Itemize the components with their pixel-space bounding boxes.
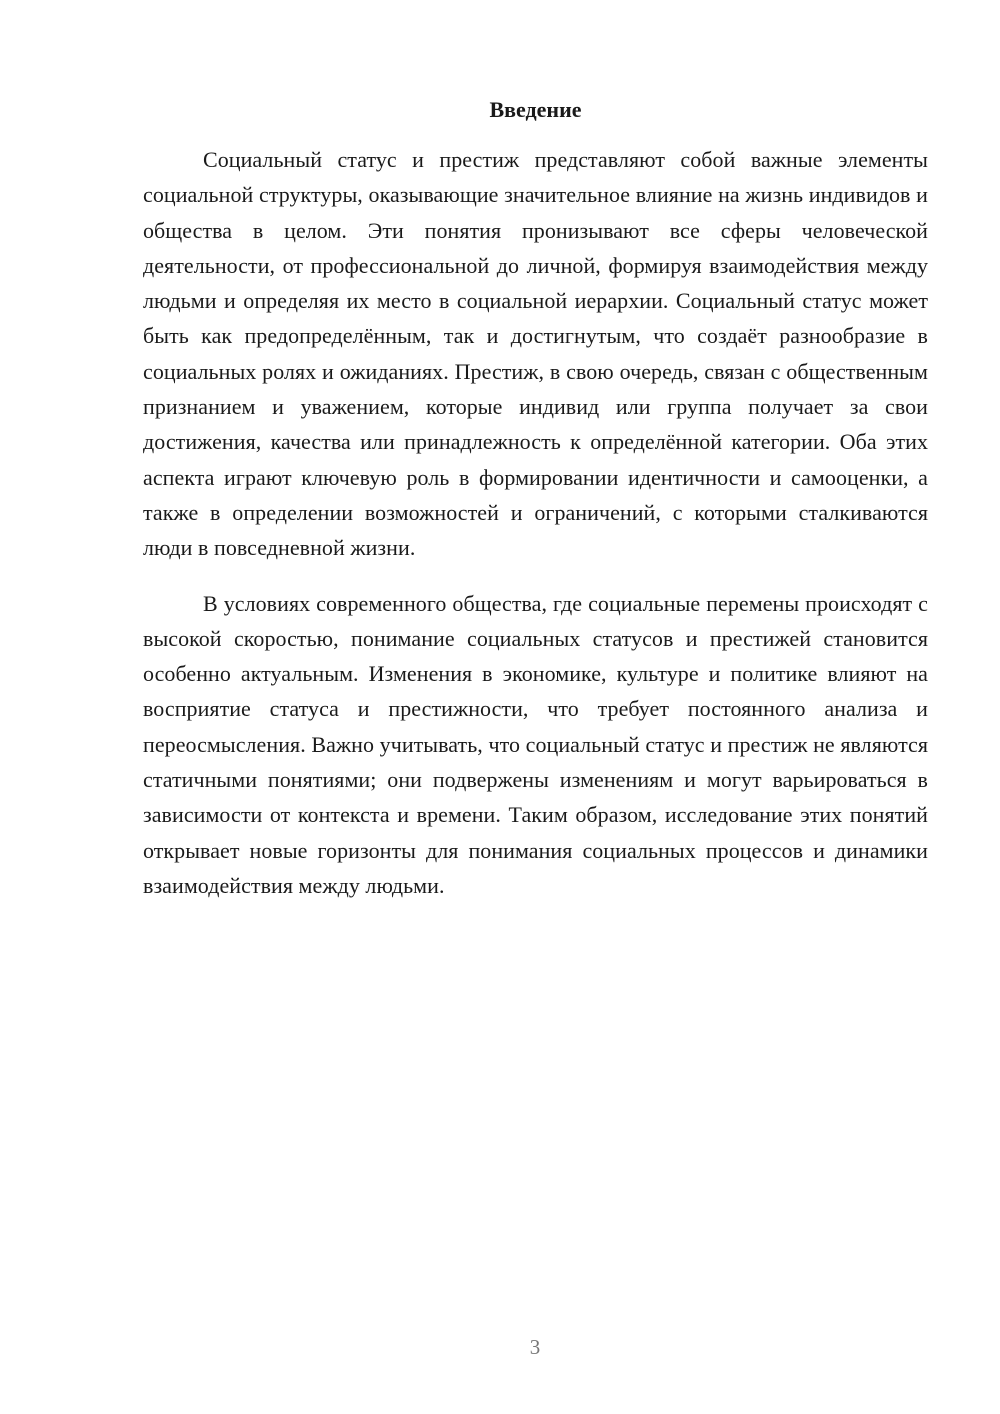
- page-number: 3: [529, 1335, 541, 1359]
- paragraph-2: В условиях современного общества, где социальные перемены происходят с высокой скоростью, понимание социальных статусов и престижей становится особенно актуальным. Изменения в экономике, культуре и политике влияют на восприятие статуса и престижности, что требует постоянного анализа и переосмысления. Важно учитывать, что социальный статус и престиж не являются статичными понятиями; они подвержены изменениям и могут варьироваться в зависимости от контекста и времени. Таким образом, исследование этих понятий открывает новые горизонты для понимания социальных процессов и динамики взаимодействия между людьми.: [143, 590, 928, 898]
- section-heading: Введение: [489, 97, 582, 122]
- page-content: [143, 95, 928, 903]
- paragraph-1: Социальный статус и престиж представляют собой важные элементы социальной структуры, оказывающие значительное влияние на жизнь индивидов и общества в целом. Эти понятия пронизывают все сферы человеческой деятельности, от профессиональной до личной, формируя взаимодействия между людьми и определяя их место в социальной иерархии. Социальный статус может быть как предопределённым, так и достигнутым, что создаёт разнообразие в социальных ролях и ожиданиях. Престиж, в свою очередь, связан с общественным признанием и уважением, которые индивид или группа получает за свои достижения, качества или принадлежность к определённой категории. Оба этих аспекта играют ключевую роль в формировании идентичности и самооценки, а также в определении возможностей и ограничений, с которыми сталкиваются люди в повседневной жизни.: [143, 147, 928, 561]
